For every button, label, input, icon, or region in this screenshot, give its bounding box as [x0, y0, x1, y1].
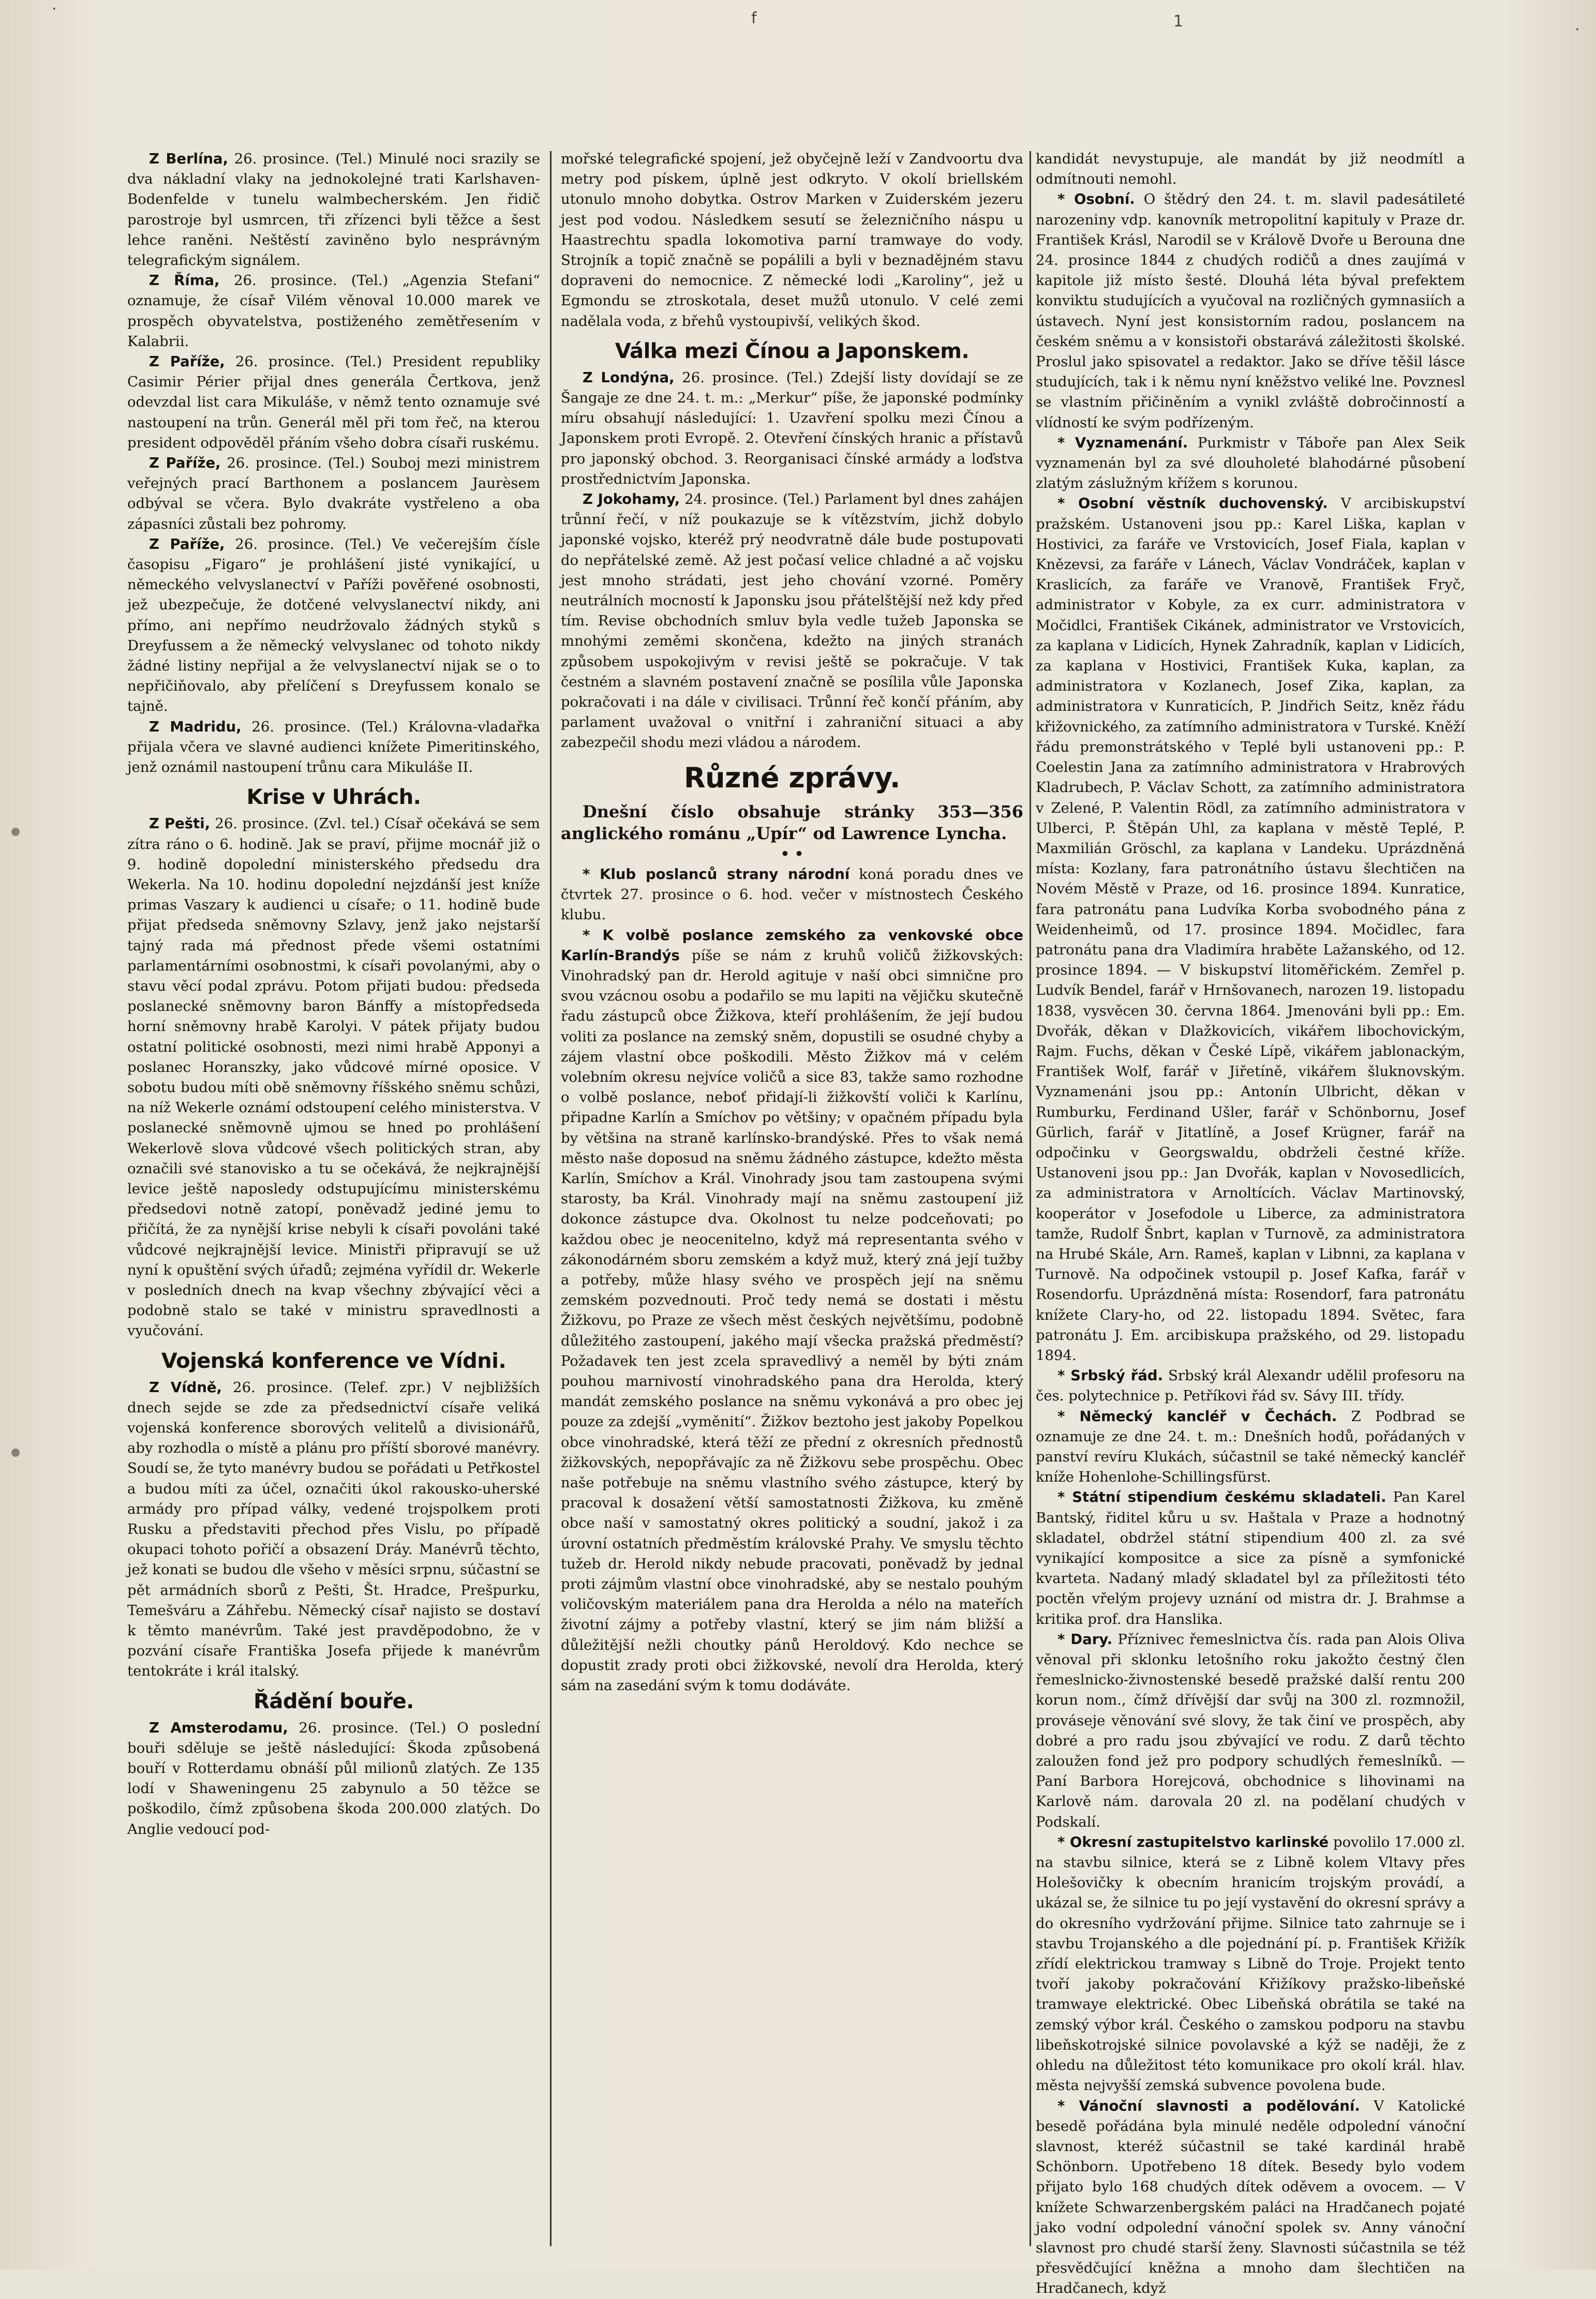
- item-title: * Osobní věstník duchovenský.: [1057, 495, 1328, 512]
- news-item: [127, 1378, 540, 1682]
- news-text: mořské telegrafické spojení, jež obyčejně leží v Zandvoortu dva metry pod pískem, úplně jest odkryto. V okolí briellském utonulo mnoho dobytka. Ostrov Marken v Zuiderském jezeru jest pod vodou. Následkem sesutí se železničního náspu u Haastrechtu spadla lokomotiva parní tramwaye do vody. Strojník a topič značně se popálili a byli v beznadějném stavu dopraveni do nemocnice. Z německé lodi „Karoliny“, jež u Egmondu se ztroskotala, deset mužů utonulo. V celé zemi nadělala voda, z břehů vystoupivší, velikých škod.: [561, 151, 1023, 330]
- section-heading: Vojenská konference ve Vídni.: [161, 1349, 506, 1373]
- news-item: [127, 352, 540, 453]
- news-text: 26. prosince. (Telef. zpr.) V nejbližších dnech sejde se zde za předsednictví císaře veliká vojenská konference sborových velitelů a divisionářů, aby rozhodla o místě a plánu pro příští sborové manévry. Soudí se, že tyto manévry budou se pořádati u Petřkostel a budou míti za účel, označiti úkol rakousko-uherské armády pro případ války, vedené trojspolkem proti Rusku a představiti přechod přes Vislu, po případě okupaci tohoto pořičí a obsazení Dráy. Manévrů těchto, jež konati se budou dle všeho v měsíci srpnu, súčastní se pět armádních sborů z Pešti, Št. Hradce, Prešpurku, Temešváru a Záhřebu. Německý císař najisto se dostaví k těmto manévrům. Také jest pravděpodobno, že v pozvání císaře Františka Josefa přijede k manévrům tentokráte i král italský.: [127, 1379, 540, 1680]
- section-heading: Válka mezi Čínou a Japonskem.: [615, 339, 969, 363]
- item-title: * Okresní zastupitelstvo karlinské: [1057, 1833, 1329, 1850]
- section-heading: Řádění bouře.: [253, 1689, 414, 1713]
- item-title: * Srbský řád.: [1057, 1367, 1164, 1384]
- news-item: [1036, 494, 1465, 1366]
- item-title: * Vyznamenání.: [1057, 434, 1188, 451]
- news-text: O štědrý den 24. t. m. slavil padesátileté narozeniny vdp. kanovník metropolitní kapituly v Praze dr. František Krásl, Narodil se v Králově Dvoře u Berouna dne 24. prosince 1844 z chudých rodičů a dnes zaujímá v kapitole již místo šesté. Dlouhá léta býval prefektem konviktu studujících a vyučoval na rozličných gymnasiích a ústavech. Nyní jest konsistorním radou, poslancem na českém sněmu a v konsistoři obstarává záležitosti školské. Proslul jako spisovatel a redaktor. Jako se dříve těšil lásce studujících, tak i k němu nyní kněžstvo veliké lne. Povznesl se vlastním přičiněním a vynikl zvláště dobročinností a vlídností ke svým podřízeným.: [1036, 191, 1466, 431]
- news-item: [127, 149, 540, 271]
- binding-hole: [11, 1449, 20, 1457]
- page-number-mark: 1: [1173, 12, 1184, 31]
- page-corner-mark: ·: [52, 0, 57, 18]
- news-text: Příznivec řemeslnictva čís. rada pan Alois Oliva věnoval při sklonku letošního roku jakožto čestný člen řemeslnicko-živnostenské besedě pražské další rentu 200 korun nom., čímž dřívější dar svůj na 300 zl. rozmnožil, prováseje věnování své slovy, že tak činí ve prospěch, aby dobré a pro radu jsou zbývající ve rodu. Z darů těchto zaloužen fond jež pro podpory schudlých řemeslníků. — Paní Barbora Horejcová, obchodnice s lihovinami na Karlově nám. darovala 20 zl. na podělaní chudých v Podskalí.: [1036, 1631, 1466, 1830]
- item-title: * Německý kancléř v Čechách.: [1057, 1408, 1337, 1425]
- news-text: 26. prosince. (Tel.) O poslední bouři sděluje se ještě následující: Škoda způsobená bouří v Rotterdamu obnáší půl milionů zlatých. Ze 135 lodí v Shaweningenu 25 zabynulo a 50 těžce se poškodilo, čímž způsobena škoda 200.000 zlatých. Do Anglie vedoucí pod-: [127, 1719, 540, 1838]
- news-item: [1036, 1832, 1465, 2096]
- news-text: Z Podbrad se oznamuje ze dne 24. t. m.: Dnešních hodů, pořádaných v panství revíru Klukách, súčastnil se také německý kancléř kníže Hohenlohe-Schillingsfürst.: [1036, 1408, 1466, 1486]
- news-item: [127, 453, 540, 534]
- news-text: V Katolické besedě pořádána byla minulé neděle odpolední vánoční slavnost, kteréž súčastnil se také kardinál hrabě Schönborn. Upotřebeno 18 dítek. Besedy bylo vodem přijato bylo 168 chudých dítek oděvem a ovocem. — V knížete Schwarzenbergském paláci na Hradčanech pojaté jako vodní odpolední vánoční spolek sv. Anny vánoční slavnost pro chudé starší ženy. Slavnosti súčastnila se též přesvědčující kněžna a mnoho dam šlechtičen na Hradčanech, když: [1036, 2097, 1465, 2297]
- column-rule: [550, 151, 551, 2246]
- news-text: povolilo 17.000 zl. na stavbu silnice, která se z Libně kolem Vltavy přes Holešovičky k obecním hranicím trojským provádí, a ukázal se, že silnice tu po její vystavění do okresní správy a do okresního vydržování přijme. Silnice tato zahrnuje se i stavbu Trojanského a dle pojednání pí. p. František Křižík zřídí elektrickou tramway s Libně do Troje. Projekt tento tvoří jakoby pokračování Křižíkovy pražsko-libeňské tramwaye elektrické. Obec Libeňská obrátila se také na zemský výbor král. Českého o zamskou podporu na stavbu libeňskotrojské silnice povolavské a kýž se naději, že z ohledu na důležitost této komunikace pro okolí král. hlav. města nejvyšší zemská subvence povolena bude.: [1036, 1833, 1465, 2094]
- separator: • •: [780, 845, 804, 862]
- section-heading: Různé zprávy.: [684, 761, 900, 794]
- dateline: Z Paříže,: [149, 455, 221, 472]
- news-item: [127, 814, 540, 1341]
- news-text: 26. prosince. (Tel.) „Agenzia Stefani“ oznamuje, že císař Vilém věnoval 10.000 marek ve prospěch obyvatelstva, postiženého zemětřesením v Kalabrii.: [127, 272, 540, 350]
- news-item: [127, 271, 540, 352]
- news-text: píše se nám z kruhů voličů žižkovských: Vinohradský pan dr. Herold agituje v naší obci simnične pro svou vzácnou osobu a podařilo se mu lapiti na vějičku skutečně řadu zástupců obce Žižkova, kteří prohlášením, že její budou voliti za poslance na zemský sněm, dopustili se osudné chyby a zájem vlastní obce poškodili. Město Žižkov má v celém volebním okresu nejvíce voličů a sice 83, takže samo rozhodne o volbě poslance, neboť přidají-li žižkovští voliči k Karlínu, připadne Karlín a Smíchov po většiny; v opačném případu byla by většina na straně karlínsko-brandýské. Přes to však nemá město naše doposud na sněmu žádného zástupce, kdežto města Karlín, Smíchov a Král. Vinohrady jsou tam zastoupena svými starosty, ba Král. Vinohrady mají na sněmu zastoupení již dokonce zástupce dva. Okolnost tu nelze podceňovati; po každou obec je neocenitelno, když má representanta svého v zákonodárném sboru zemském a když muž, který zná její tužby a potřeby, může hlasy svého ve prospěch její na sněmu zemském pozvednouti. Proč tedy nemá se dostati i městu Žižkovu, po Praze ze všech měst českých největšímu, podobně důležitého zastoupení, jakého mají všecka pražská předměstí? Požadavek ten jest zcela spravedlivý a neměl by býti znám pouhou marnivostí vinohradského pana dra Herolda, který mandát zemského poslance na sněmu vykonává a pro obec jej pouze za zdejší „vyměnití“. Žižkov beztoho jest jakoby Popelkou obce vinohradské, která těží ze přední z okresních přednostů žižkovských, nepopřávajíc za ně Žižkovu sebe prospěchu. Obec naše potřebuje na sněmu vlastního svého zástupce, který by pracoval k dosažení větší samostatnosti Žižkova, ku změně obce naší v samostatný okres politický a soudní, jakož i za úrovní ostatních předměstím královské Prahy. Ve smyslu těchto tužeb dr. Herold nikdy nebude pracovati, poněvadž by jednal proti zájmům vlastní obce vinohradské, aby se nestalo pouhým voličovským materiálem pana dra Herolda a nélo na mateřích životní zájmy a potřeby vlastní, který se jim nám bližší a důležitější nežli choutky pánů Heroldový. Kdo nechce se dopustit zrady proti obci žižkovské, nevolí dra Herolda, který sám na zasedání svým k tomu dodáváte.: [561, 947, 1023, 1694]
- news-item: [1036, 1630, 1465, 1832]
- dateline: Z Londýna,: [583, 369, 675, 386]
- news-text: 26. prosince. (Tel.) Královna-vladařka přijala včera ve slavné audienci knížete Pimeritinského, jenž oznámil nastoupení trůnu cara Mikuláše II.: [127, 718, 541, 776]
- dateline: Z Paříže,: [149, 353, 225, 370]
- item-title: * Dary.: [1057, 1631, 1113, 1648]
- news-item: [1036, 1487, 1465, 1629]
- news-item: [127, 717, 540, 778]
- news-text: 24. prosince. (Tel.) Parlament byl dnes zahájen trůnní řečí, v níž poukazuje se k vítězstvím, jichž dobylo japonské vojsko, kteréž prý neodvratně dále bude postupovati do nepřátelské země. Až jest počasí velice chladné a ač vojsku jest mnoho strádati, jest jeho chování vzorné. Poměry neutrálních mocností k Japonsku jsou přátelštější než kdy před tím. Revise obchodních smluv byla vedle tužeb Japonska se mnohými zeměmi skončena, kdežto na jiných stranách způsobem uspokojivým v revisi ještě se pokračuje. V tak čestném a slavném postavení značně se posílila vůle Japonska pokračovati i na dále v civilisaci. Trůnní řeč končí přáním, aby parlament uvažoval o vnitřní i zahraniční situaci a aby zabezpečil shodu mezi vládou a národem.: [561, 491, 1023, 751]
- news-item: [561, 925, 1023, 1696]
- news-item: [1036, 189, 1465, 432]
- news-item: [561, 368, 1023, 489]
- news-text: Pan Karel Bantský, řiditel kůru u sv. Haštala v Praze a hodnotný skladatel, obdržel státní stipendium 400 zl. za své vynikající kompositce a sice za písně a symfonické kvarteta. Nadaný mladý skladatel byl za příležitosti této poctěn vřelým projevy uznání od mistra dr. J. Brahmse a kritika prof. dra Hanslika.: [1036, 1489, 1465, 1628]
- column-1: [127, 149, 540, 2249]
- news-item: [127, 1718, 540, 1840]
- news-item: [1036, 1366, 1465, 1406]
- news-text: V arcibiskupství pražském. Ustanoveni jsou pp.: Karel Liška, kaplan v Hostivici, za faráře ve Vrstovicích, Josef Fiala, kaplan v Knězevsi, za faráře v Lánech, Václav Vondráček, kaplan v Kraslicích, za faráře ve Vranově, František Fryč, administrator v Kobyle, za ex curr. administratora v Močidlci, František Cikánek, administrator ve Vrstovicích, za kaplana v Lidicích, Hynek Zahradník, kaplan v Lidicích, za kaplana v Hostivici, František Kuka, kaplan, za administratora v Kozlanech, Josef Zika, kaplan, za administratora v Kunraticích, P. Jindřich Seitz, kněz řádu křižovnického, za zatímního administratora v Turské. Kněží řádu premonstrátského v Teplé byli ustanoveni pp.: P. Coelestin Jana za zatímního administratora v Hrabrových Kladrubech, P. Václav Schott, za zatímního administratora v Zelené, P. Valentin Rödl, za zatímního administratora v Ulberci, P. Štěpán Uhl, za kaplana v městě Teplé, P. Maxmilián Gröschl, za kaplana v Landeku. Uprázdněná místa: Kozlany, fara patronátního ústavu šlechtičen na Novém Městě v Praze, od 16. prosince 1894. Kunratice, fara patronátu pana Ludvíka Korba svobodného pána z Weidenheimů, od 17. prosince 1894. Močidlec, fara patronátu pana dra Vladimíra hraběte Lažanského, od 12. prosince 1894. — V biskupství litoměřickém. Zemřel p. Ludvík Bendel, farář v Hrnšovanech, narozen 19. listopadu 1838, vysvěcen 30. června 1864. Jmenováni byli pp.: Em. Dvořák, děkan v Dlažkovicích, vikářem libochovickým, Rajm. Fuchs, děkan v České Lípě, vikářem jablonackým, František Wolf, farář v Jiřetíně, vikářem šluknovským. Vyznamenáni jsou pp.: Antonín Ulbricht, děkan v Rumburku, Ferdinand Ušler, farář v Schönbornu, Josef Gürlich, farář v Jitatlíně, a Josef Krügner, farář na odpočinku v Georgswaldu, obdrželi čestné kříže. Ustanoveni jsou pp.: Jan Dvořák, kaplan v Novosedlicích, za administratora v Arnoltících. Václav Martinovský, kooperátor v Josefodole u Liberce, za administratora tamže, Rudolf Šnbrt, kaplan v Turnově, za administratora na Hrubé Skále, Arn. Rameš, kaplan v Libnni, za kaplana v Turnově. Na odpočinek vstoupil p. Josef Kafka, farář v Rosendorfu. Uprázdněná místa: Rosendorf, fara patronátu knížete Clary-ho, od 22. listopadu 1894. Světec, fara patronátu J. Em. arcibiskupa pražského, od 29. listopadu 1894.: [1036, 495, 1465, 1364]
- news-text: Srbský král Alexandr udělil profesoru na čes. polytechnice p. Petříkovi řád sv. Sávy III. třídy.: [1036, 1367, 1465, 1405]
- news-text: koná poradu dnes ve čtvrtek 27. prosince o 6. hod. večer v místnostech Českého klubu.: [561, 865, 1023, 923]
- section-heading: Krise v Uhrách.: [246, 785, 421, 810]
- news-item: [127, 534, 540, 717]
- page-edge-mark: ·: [1575, 21, 1580, 39]
- binding-hole: [11, 828, 20, 836]
- dateline: Z Paříže,: [149, 535, 225, 553]
- column-3: [1036, 149, 1466, 2297]
- item-title: * Vánoční slavnosti a podělování.: [1057, 2097, 1360, 2114]
- dateline: Z Pešti,: [149, 815, 211, 832]
- item-title: * Osobní.: [1057, 191, 1135, 208]
- news-text: 26. prosince. (Tel.) Minulé noci srazily se dva nákladní vlaky na jednokolejné trati Karlshaven-Bodenfelde v tunelu walmbecherském. Jen řidič parostroje byl usmrcen, tři zřízenci byli těžce a šest lehce raněni. Neštěstí zaviněno bylo nesprávným telegrafickým signálem.: [127, 151, 540, 269]
- dateline: Z Říma,: [149, 272, 220, 289]
- news-item: [1036, 433, 1465, 494]
- news-item: [1036, 1407, 1465, 1488]
- news-text: 26. prosince. (Tel.) Ve večerejším čísle časopisu „Figaro“ je prohlášení jisté vynikající, u německého velvyslanectví v Paříži pověřené osobnosti, jež ubezpečuje, že dotčené velvyslanectví nikdy, ani přímo, ani nepřímo neudržovalo žádných styků s Dreyfussem a že německý velvyslanec od tohoto nikdy žádné listiny nepřijal a že velvyslanectví nijak se o to nepřičiňovalo, aby přelíčení s Dreyfussem konalo se tajně.: [127, 535, 540, 715]
- item-title: * K volbě poslance zemského za venkovské obce Karlín-Brandýs: [561, 927, 1023, 964]
- news-text: 26. prosince. (Tel.) Souboj mezi ministrem veřejných prací Barthonem a poslancem Jaurèsem odbýval se včera. Bylo dvakráte vystřeleno a oba zápasníci zůstali bez pohromy.: [127, 455, 540, 532]
- page-top-mark: f: [751, 9, 757, 27]
- news-text: 26. prosince. (Tel.) Zdejší listy dovídají se ze Šangaje ze dne 24. t. m.: „Merkur“ píše, že japonské podmínky míru obsahují následující: 1. Uzavření spolku mezi Čínou a Japonskem proti Evropě. 2. Otevření čínských hranic a přístavů pro japonský obchod. 3. Reorganisaci čínské armády a loďstva prostřednictvím Japonska.: [561, 369, 1023, 487]
- news-text: 26. prosince. (Zvl. tel.) Císař očekává se sem zítra ráno o 6. hodině. Jak se praví, přijme mocnář již o 9. hodině dopolední ministerského předsedu dra Wekerla. Na 10. hodinu dopolední nejzdánší jest kníže primas Vaszary k audienci u císaře; o 11. hodině bude přijat předseda sněmovny Szlavy, jenž jako nejstarší tajný rada má přednost přede všemi ostatními parlamentárními osobnostmi, k císaři povolanými, aby o stavu věcí podal zprávu. Potom přijati budou: předseda poslanecké sněmovny baron Bánffy a místopředseda horní sněmovny hrabě Karolyi. V pátek přijaty budou ostatní politické osobnosti, mezi nimi hrabě Apponyi a poslanec Horanszky, jako vůdcové mírné oposice. V sobotu budou míti obě sněmovny říšského sněmu schůzi, na níž Wekerle oznámí odstoupení celého ministerstva. V poslanecké sněmovně ujmou se hned po prohlášení Wekerlově slova vůdcové všech politických stran, aby označili své stanovisko a tu se očekává, že nejkrajnější levice ještě naposledy odstupujícímu ministerskému předsedovi notně zatopí, poněvadž jediné jemu to přičítá, že za nynější krise nebyli k císaři povoláni také vůdcové nejkrajnější levice. Ministři připravují se už nyní k opuštění svých úřadů; zejména vyřídil dr. Wekerle v posledních dnech na kvap všechny zbývající věci a podobně stalo se také v ministru spravedlnosti a vyučování.: [127, 815, 540, 1339]
- dateline: Z Madridu,: [149, 718, 242, 735]
- item-title: * Státní stipendium českému skladateli.: [1057, 1489, 1386, 1506]
- news-text: Purkmistr v Táboře pan Alex Seik vyznamenán byl za své dlouholeté blahodárné působení zlatým záslužným křížem s korunou.: [1036, 434, 1465, 492]
- news-item: [1036, 149, 1465, 189]
- news-item: [1036, 2096, 1465, 2299]
- notice: [561, 801, 1023, 844]
- dateline: Z Berlína,: [149, 151, 229, 167]
- news-text: kandidát nevystupuje, ale mandát by již neodmítl a odmítnouti nemohl.: [1036, 151, 1465, 188]
- dateline: Z Amsterodamu,: [149, 1719, 288, 1736]
- news-item: [561, 489, 1023, 753]
- news-text: 26. prosince. (Tel.) President republiky Casimir Périer přijal dnes generála Čertkova, jenž odevzdal list cara Mikuláše, v němž tento oznamuje své nastoupení na trůn. Generál měl při tom řeč, na kterou president odpověděl přáním všeho dobra císaři ruskému.: [127, 353, 540, 451]
- news-item: [561, 864, 1023, 925]
- news-item: [561, 149, 1023, 332]
- column-rule: [1030, 151, 1031, 2246]
- dateline: Z Vídně,: [149, 1379, 222, 1396]
- column-2: [561, 149, 1023, 2249]
- dateline: Z Jokohamy,: [583, 491, 680, 508]
- notice-text: Dnešní číslo obsahuje stránky 353—356 anglického románu „Upír“ od Lawrence Lyncha.: [561, 801, 1023, 843]
- item-title: * Klub poslanců strany národní: [583, 865, 850, 883]
